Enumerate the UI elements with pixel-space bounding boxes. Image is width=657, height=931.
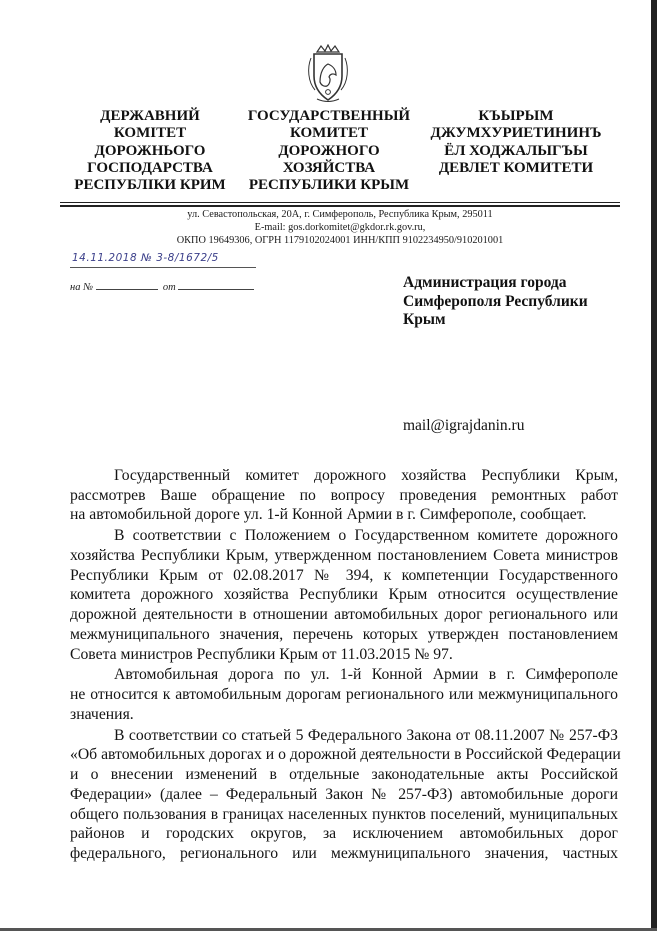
text-line: Федерации» (далее – Федеральный Закон № 257-ФЗ) автомобильные дороги [70,785,618,803]
text-line: и о внесении изменений в отдельные законодательные акты Российской [70,766,618,784]
org-line: РЕСПУБЛИКИ КРЫМ [248,177,410,194]
org-line: КЪЫРЫМ [478,108,554,124]
contact-details [100,208,580,247]
text-line: «Об автомобильных дорогах и о дорожной деятельности в Российской Федерации [70,746,621,764]
org-line: ЁЛ ХОДЖАЛЫГЪЫ [444,142,588,159]
reply-number-blank [96,280,158,290]
text-line: районов и городских округов, за исключением автомобильных дорог [70,825,618,843]
addressee-email: mail@igrajdanin.ru [403,417,525,434]
text-line: В соответствии с Положением о Государственном комитете дорожного [114,527,618,545]
org-line: КОМІТЕТ [113,125,187,142]
registration-codes: ОКПО 19649306, ОГРН 1179102024001 ИНН/КПП 9102234950/910201001 [176,235,504,246]
org-line: ДЕРЖАВНИЙ [100,108,200,124]
text-line: Республики Крым от 02.08.2017 № 394, к компетенции Государственного [70,566,618,584]
contact-email: E-mail: gos.dorkomitet@gkdor.rk.gov.ru, [254,222,426,233]
org-line: ДОРОЖНОГО [278,142,380,159]
text-line: не относится к автомобильным дорогам регионального или межмуниципального [70,686,618,704]
org-name-crimean-tatar [416,108,616,177]
text-line: значения. [70,705,134,723]
org-line: КОМИТЕТ [289,125,368,142]
text-line: В соответствии со статьей 5 Федерального Закона от 08.11.2007 № 257-ФЗ [114,726,618,744]
header-divider [60,202,620,203]
text-line: общего пользования в границах населенных пунктов поселений, муниципальных [70,805,618,823]
registration-underline [70,267,256,268]
org-line: ГОСУДАРСТВЕННЫЙ [247,108,411,124]
paragraph [70,665,618,724]
outgoing-registration [70,252,270,272]
reply-reference [70,280,270,293]
text-line: хозяйства Республики Крым, утвержденном постановлением Совета министров [70,547,618,564]
crimea-coat-of-arms-icon [303,44,353,104]
reply-prefix: на № [70,282,93,293]
text-line: межмуниципального значения, перечень которых утвержден постановлением [70,625,618,643]
scan-border-right [651,0,657,931]
addressee-block [403,274,633,330]
paragraph [70,726,621,864]
addressee-line: Администрация города [403,274,567,291]
text-line: Совета министров Республики Крым от 11.03.2015 № 97. [70,645,453,663]
addressee-line: Крым [403,311,446,328]
reply-date-blank [178,280,254,290]
addressee-line: Симферополя Республики [403,292,588,310]
text-line: на автомобильной дороге ул. 1-й Конной Армии в г. Симферополе, сообщает. [70,506,587,524]
text-line: федерального, регионального или межмуниципального значения, частных [70,844,618,862]
org-line: ДЕВЛЕТ КОМИТЕТИ [438,159,594,176]
text-line: Государственный комитет дорожного хозяйства Республики Крым, [114,467,618,484]
text-line: комитета дорожного хозяйства Республики Крым относится осуществление [70,586,618,604]
letter-body [70,466,621,864]
header-divider [60,205,620,207]
postal-address: ул. Севастопольская, 20А, г. Симферополь, Республика Крым, 295011 [187,209,493,220]
org-line: ДЖУМХУРИЕТИНИНЪ [430,125,602,142]
org-name-ukrainian [62,108,238,194]
org-line: ХОЗЯЙСТВА [282,159,376,176]
org-line: ГОСПОДАРСТВА [87,159,213,176]
org-line: РЕСПУБЛІКИ КРИМ [74,177,226,194]
text-line: Автомобильная дорога по ул. 1-й Конной Армии в г. Симферополе [114,666,618,684]
handwritten-registration-number: 14.11.2018 № 3-8/1672/5 [72,252,219,264]
text-line: дорожной деятельности в отношении автомобильных дорог регионального или [70,606,618,624]
reply-from-label: от [162,282,176,293]
org-name-russian [240,108,418,194]
paragraph [70,466,618,525]
text-line: рассмотрев Ваше обращение по вопросу проведения ремонтных работ [70,486,618,504]
paragraph [70,526,618,664]
org-line: ДОРОЖНЬОГО [94,142,206,159]
